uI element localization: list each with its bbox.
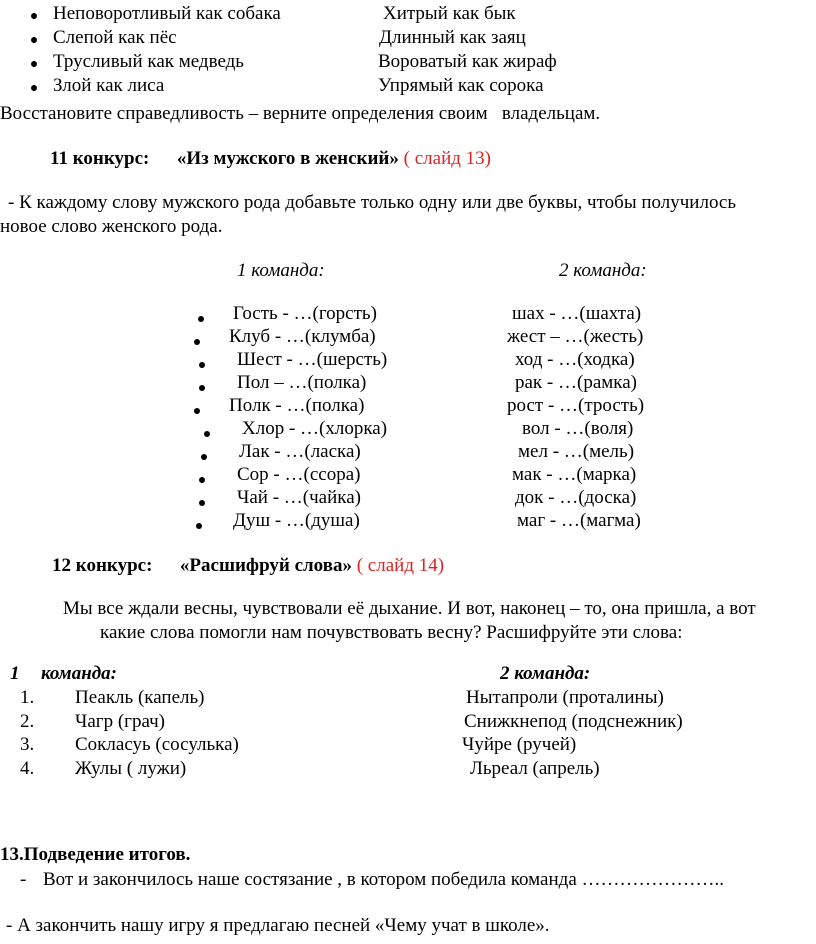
contest-11-title: «Из мужского в женский»	[176, 148, 399, 169]
contest-12-team-1-heading: команда:	[41, 663, 117, 684]
bullet-icon	[204, 431, 210, 437]
team-1-word: Сокласуь (сосулька)	[75, 734, 239, 755]
comparison-right-2: Длинный как заяц	[379, 27, 526, 48]
contest-12-intro-line-2: какие слова помогли нам почувствовать весну? Расшифруйте эти слова:	[100, 622, 683, 643]
summary-dash: -	[20, 869, 27, 890]
closing-line: - А закончить нашу игру я предлагаю песней «Чему учат в школе».	[6, 915, 550, 936]
team-2-word: рост - …(трость)	[507, 395, 645, 416]
bullet-icon	[31, 85, 37, 91]
contest-12-team-2-heading: 2 команда:	[500, 663, 591, 684]
team-1-word: Хлор - …(хлорка)	[242, 418, 388, 439]
contest-11-heading	[50, 148, 491, 170]
contest-12-title: «Расшифруй слова»	[179, 555, 352, 576]
team-2-word: Чуйре (ручей)	[462, 734, 577, 755]
team-2-word: док - …(доска)	[515, 487, 637, 508]
team-1-word: Душ - …(душа)	[233, 510, 360, 531]
team-1-word: Полк - …(полка)	[229, 395, 365, 416]
item-number: 1.	[20, 687, 35, 708]
bullet-icon	[201, 454, 207, 460]
team-2-word: вол - …(воля)	[522, 418, 634, 439]
team-2-word: ход - …(ходка)	[515, 349, 635, 370]
contest-12-heading	[52, 555, 444, 577]
bullet-icon	[31, 13, 37, 19]
bullet-icon	[196, 523, 202, 529]
bullet-icon	[199, 362, 205, 368]
bullet-icon	[31, 37, 37, 43]
team-2-word: Снижкнепод (подснежник)	[464, 711, 683, 732]
summary-line: Вот и закончилось наше состязание , в котором победила команда …………………..	[43, 869, 725, 890]
team-1-word: Лак - …(ласка)	[239, 441, 361, 462]
summary-heading: 13.Подведение итогов.	[0, 844, 191, 865]
contest-11-team-1-heading: 1 команда:	[237, 260, 325, 281]
comparisons-instruction: Восстановите справедливость – верните определения своим владельцам.	[0, 103, 601, 124]
team-1-word: Жулы ( лужи)	[75, 758, 187, 779]
comparison-left-2: Слепой как пёс	[53, 27, 177, 48]
item-number: 2.	[20, 711, 35, 732]
bullet-icon	[194, 339, 200, 345]
contest-11-team-2-heading: 2 команда:	[559, 260, 647, 281]
team-1-word: Пол – …(полка)	[237, 372, 367, 393]
bullet-icon	[198, 316, 204, 322]
bullet-icon	[199, 385, 205, 391]
team-1-word: Пеакль (капель)	[75, 687, 205, 708]
team-1-word: Клуб - …(клумба)	[229, 326, 376, 347]
team-1-word: Гость - …(горсть)	[233, 303, 377, 324]
team-2-word: Нытапроли (проталины)	[466, 687, 664, 708]
comparison-left-3: Трусливый как медведь	[53, 51, 244, 72]
contest-12-slide: ( слайд 14)	[351, 555, 445, 576]
item-number: 4.	[20, 758, 35, 779]
contest-12-team-1-number: 1	[10, 663, 20, 684]
team-2-word: шах - …(шахта)	[512, 303, 642, 324]
comparison-right-4: Упрямый как сорока	[378, 75, 544, 96]
comparison-right-1: Хитрый как бык	[383, 3, 516, 24]
comparison-left-1: Неповоротливый как собака	[53, 3, 281, 24]
contest-11-slide: ( слайд 13)	[398, 148, 491, 169]
item-number: 3.	[20, 734, 35, 755]
contest-11-task-line-1: - К каждому слову мужского рода добавьте только одну или две буквы, чтобы получилось	[8, 192, 737, 213]
contest-11-task-line-2: новое слово женского рода.	[0, 216, 223, 237]
bullet-icon	[199, 500, 205, 506]
comparison-left-4: Злой как лиса	[53, 75, 165, 96]
team-1-word: Сор - …(ссора)	[237, 464, 361, 485]
team-1-word: Чагр (грач)	[75, 711, 165, 732]
contest-12-intro-line-1: Мы все ждали весны, чувствовали её дыхание. И вот, наконец – то, она пришла, а вот	[63, 598, 756, 619]
team-2-word: мел - …(мель)	[518, 441, 635, 462]
bullet-icon	[31, 61, 37, 67]
team-2-word: мак - …(марка)	[512, 464, 637, 485]
comparison-right-3: Вороватый как жираф	[378, 51, 557, 72]
contest-11-number: 11 конкурс:	[50, 148, 150, 169]
team-2-word: Льреал (апрель)	[470, 758, 600, 779]
team-1-word: Шест - …(шерсть)	[237, 349, 388, 370]
bullet-icon	[194, 408, 200, 414]
team-1-word: Чай - …(чайка)	[237, 487, 361, 508]
team-2-word: маг - …(магма)	[517, 510, 641, 531]
team-2-word: рак - …(рамка)	[515, 372, 637, 393]
bullet-icon	[199, 477, 205, 483]
contest-12-number: 12 конкурс:	[52, 555, 153, 576]
team-2-word: жест – …(жесть)	[507, 326, 644, 347]
